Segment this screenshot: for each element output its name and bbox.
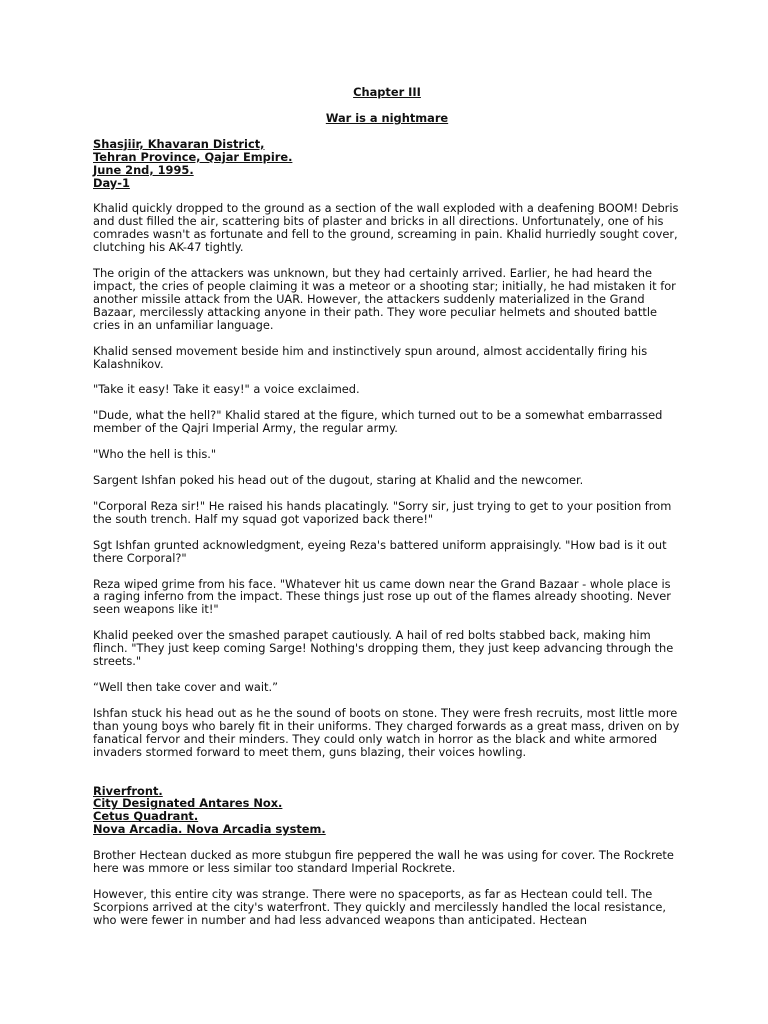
paragraph: The origin of the attackers was unknown, but they had certainly arrived. Earlier, he had heard the impact, the cries of people claiming it was a meteor or a shooting star; initially, he had mistaken it for another missile attack from the UAR. However, the attackers suddenly materialized in the Grand Bazaar, mercilessly attacking anyone in their path. They wore peculiar helmets and shouted battle cries in an unfamiliar language.	[93, 266, 676, 332]
paragraph: Ishfan stuck his head out as he the sound of boots on stone. They were fresh recruits, most little more than young boys who barely fit in their uniforms. They charged forwards as a great mass, driven on by fanatical fervor and their minders. They could only watch in horror as the black and white armored invaders stormed forward to meet them, guns blazing, their voices howling.	[93, 705, 680, 759]
section2-quadrant-line: Cetus Quadrant.	[93, 809, 199, 824]
chapter-title: Chapter III	[353, 85, 421, 99]
section1-province-line: Tehran Province, Qajar Empire.	[93, 149, 293, 164]
section1-location-line: Shasjiir, Khavaran District,	[93, 136, 265, 151]
section1-date-line: June 2nd, 1995.	[93, 162, 194, 177]
paragraph: Khalid sensed movement beside him and instinctively spun around, almost accidentally firing his Kalashnikov.	[93, 343, 648, 371]
section2-system-line: Nova Arcadia. Nova Arcadia system.	[93, 822, 326, 837]
section2-heading	[93, 785, 681, 837]
paragraph: Sgt Ishfan grunted acknowledgment, eyeing Reza's battered uniform appraisingly. "How bad is it out there Corporal?"	[93, 537, 667, 565]
paragraph: "Dude, what the hell?" Khalid stared at the figure, which turned out to be a somewhat embarrassed member of the Qajri Imperial Army, the regular army.	[93, 408, 663, 436]
paragraph: Khalid quickly dropped to the ground as a section of the wall exploded with a deafening BOOM! Debris and dust filled the air, scattering bits of plaster and bricks in all directions. Unfortunately, one of his comrades wasn't as fortunate and fell to the ground, screaming in pain. Khalid hurriedly sought cover, clutching his AK-47 tightly.	[93, 201, 679, 255]
paragraph: Sargent Ishfan poked his head out of the dugout, staring at Khalid and the newcomer.	[93, 473, 584, 488]
paragraph: Reza wiped grime from his face. "Whatever hit us came down near the Grand Bazaar - whole place is a raging inferno from the impact. These things just rose up out of the flames already shooting. Never seen weapons like it!"	[93, 576, 671, 617]
paragraph: Khalid peeked over the smashed parapet cautiously. A hail of red bolts stabbed back, making him flinch. "They just keep coming Sarge! Nothing's dropping them, they just keep advancing through the streets."	[93, 628, 674, 669]
paragraph: "Take it easy! Take it easy!" a voice exclaimed.	[93, 382, 360, 397]
paragraph: Brother Hectean ducked as more stubgun fire peppered the wall he was using for cover. The Rockrete here was mmore or less similar too standard Imperial Rockrete.	[93, 848, 674, 876]
paragraph: However, this entire city was strange. There were no spaceports, as far as Hectean could tell. The Scorpions arrived at the city's waterfront. They quickly and mercilessly handled the local resistance, who were fewer in number and had less advanced weapons than anticipated. Hectean	[93, 886, 666, 927]
paragraph: "Who the hell is this."	[93, 447, 217, 462]
section1-heading	[93, 138, 681, 190]
section1-day-line: Day-1	[93, 175, 130, 190]
document-page	[93, 86, 681, 927]
paragraph: “Well then take cover and wait.”	[93, 680, 279, 694]
chapter-subtitle: War is a nightmare	[325, 110, 449, 125]
paragraph: "Corporal Reza sir!" He raised his hands placatingly. "Sorry sir, just trying to get to your position from the south trench. Half my squad got vaporized back there!"	[93, 498, 672, 526]
section2-city-line: City Designated Antares Nox.	[93, 796, 283, 811]
section2-location-line: Riverfront.	[93, 783, 163, 798]
